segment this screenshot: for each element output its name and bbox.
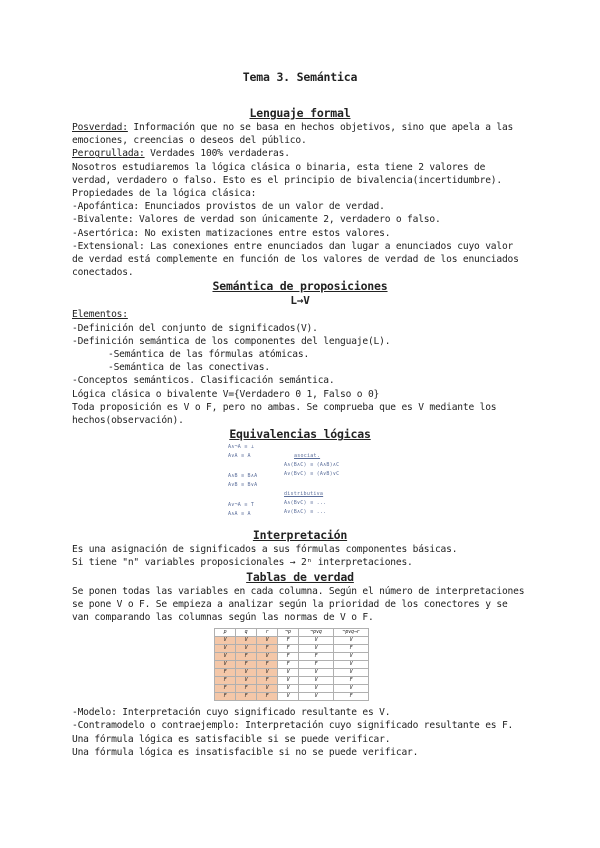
element-subitem-2: -Semántica de las conectivas.	[108, 362, 270, 374]
truth-table-cell: V	[299, 669, 334, 677]
truth-table-cell: V	[236, 669, 257, 677]
truth-table-cell: V	[299, 637, 334, 645]
property-bivalente: -Bivalente: Valores de verdad son únicamente 2, verdadero o falso.	[72, 214, 441, 226]
truth-table-cell: F	[215, 669, 236, 677]
truth-table	[214, 628, 369, 701]
truth-table-cell: V	[278, 693, 299, 701]
truth-tables-paragraph: Se ponen todas las variables en cada columna. Según el número de interpretaciones se pone V o F. Se empieza a analizar según la prioridad de los conectores y se van comparando las columnas según las normas de V o F.	[72, 585, 525, 624]
truth-table-cell: F	[257, 693, 278, 701]
truth-table-cell: V	[215, 645, 236, 653]
posverdad-text: Información que no se basa en hechos objetivos, sino que apela a las emociones, creencias o deseos del público.	[72, 122, 514, 147]
truth-table-cell: V	[236, 677, 257, 685]
figure-line: A∧A ≡ A	[228, 511, 251, 518]
perogrullada-term: Perogrullada:	[72, 148, 145, 160]
truth-table-cell: V	[257, 685, 278, 693]
interpretation-line-1: Es una asignación de significados a sus fórmulas componentes básicas.	[72, 544, 458, 556]
truth-table-cell: F	[257, 645, 278, 653]
truth-table-row	[215, 677, 369, 685]
mapping-subheading: L→V	[290, 294, 310, 308]
truth-table-cell: F	[299, 653, 334, 661]
truth-table-cell: V	[215, 661, 236, 669]
truth-table-cell: F	[236, 661, 257, 669]
property-apofantica: -Apofántica: Enunciados provistos de un valor de verdad.	[72, 201, 385, 213]
figure-line: asociat.	[294, 453, 321, 460]
insatisfacible-definition: Una fórmula lógica es insatisfacible si no se puede verificar.	[72, 746, 419, 758]
truth-table-cell: V	[215, 637, 236, 645]
heading-interpretacion: Interpretación	[252, 528, 348, 543]
truth-table-cell: F	[278, 637, 299, 645]
element-item-3: -Conceptos semánticos. Clasificación semántica.	[72, 375, 335, 387]
figure-line: distributiva	[284, 491, 324, 498]
truth-table-cell: V	[299, 677, 334, 685]
truth-table-cell: V	[299, 685, 334, 693]
truth-table-cell: F	[257, 677, 278, 685]
figure-line: A∨(B∧C) ≡ ...	[284, 509, 327, 516]
truth-table-cell: F	[215, 685, 236, 693]
property-extensional: -Extensional: Las conexiones entre enunciados dan lugar a enunciados cuyo valor de verdad está complemente en función de los valores de verdad de los enunciados conectados.	[72, 240, 519, 279]
truth-table-cell: F	[215, 677, 236, 685]
element-subitem-1: -Semántica de las fórmulas atómicas.	[108, 349, 310, 361]
contramodelo-definition: -Contramodelo o contraejemplo: Interpretación cuyo significado resultante es F.	[72, 720, 514, 732]
truth-table-row	[215, 685, 369, 693]
truth-table-cell: F	[215, 693, 236, 701]
truth-table-cell: V	[278, 677, 299, 685]
truth-table-cell: F	[278, 653, 299, 661]
modelo-definition: -Modelo: Interpretación cuyo significado resultante es V.	[72, 707, 391, 719]
heading-tablas-verdad: Tablas de verdad	[246, 569, 354, 584]
truth-table-header: p	[215, 629, 236, 637]
element-item-2: -Definición semántica de los componentes del lenguaje(L).	[72, 335, 391, 347]
truth-table-header-row	[215, 629, 369, 637]
truth-table-row	[215, 637, 369, 645]
truth-table-cell: F	[236, 685, 257, 693]
truth-table-row	[215, 653, 369, 661]
truth-table-header: r	[257, 629, 278, 637]
proposition-paragraph: Toda proposición es V o F, pero no ambas. Se comprueba que es V mediante los hechos(observación).	[72, 401, 497, 427]
truth-table-cell: F	[334, 677, 369, 685]
figure-line: A∨¬A ≡ T	[228, 502, 255, 509]
truth-table-cell: V	[334, 661, 369, 669]
truth-table-header: ¬p∨q	[299, 629, 334, 637]
truth-table-cell: F	[278, 661, 299, 669]
figure-line: A∨B ≡ B∨A	[228, 482, 258, 489]
element-item-1: -Definición del conjunto de significados(V).	[72, 322, 318, 334]
truth-table-cell: V	[236, 637, 257, 645]
truth-table-cell: F	[299, 661, 334, 669]
truth-table-cell: V	[278, 669, 299, 677]
truth-table-row	[215, 661, 369, 669]
truth-table-cell: V	[278, 685, 299, 693]
truth-table-cell: V	[257, 669, 278, 677]
truth-table-cell: V	[299, 693, 334, 701]
heading-lenguaje-formal: Lenguaje formal	[249, 106, 351, 120]
perogrullada-definition	[72, 147, 528, 160]
truth-table-cell: V	[334, 653, 369, 661]
figure-line: A∧(B∧C) ≡ (A∧B)∧C	[284, 462, 340, 469]
truth-table-cell: V	[334, 685, 369, 693]
elements-title: Elementos:	[72, 309, 128, 321]
figure-line: A∧(B∨C) ≡ ...	[284, 500, 327, 507]
document-page	[72, 70, 528, 759]
heading-equivalencias: Equivalencias lógicas	[229, 427, 371, 442]
figure-line: A∧B ≡ B∧A	[228, 473, 258, 480]
truth-table-cell: F	[236, 693, 257, 701]
truth-table-cell: V	[257, 637, 278, 645]
figure-line: A∨(B∨C) ≡ (A∨B)∨C	[284, 471, 340, 478]
truth-table-cell: V	[257, 653, 278, 661]
bivalent-logic-line: Lógica clásica o bivalente V={Verdadero 0 1, Falso o 0}	[72, 388, 380, 400]
truth-table-cell: V	[236, 645, 257, 653]
truth-table-row	[215, 669, 369, 677]
posverdad-term: Posverdad:	[72, 122, 128, 133]
truth-table-cell: V	[334, 669, 369, 677]
interpretation-line-2: Si tiene "n" variables proposicionales → 2ⁿ interpretaciones.	[72, 557, 413, 569]
truth-table-header: ¬p∨q→r	[334, 629, 369, 637]
truth-table-cell: F	[257, 661, 278, 669]
satisfacible-definition: Una fórmula lógica es satisfacible si se puede verificar.	[72, 733, 391, 745]
truth-table-row	[215, 645, 369, 653]
property-asertorica: -Asertórica: No existen matizaciones entre estos valores.	[72, 227, 391, 239]
truth-table-cell: V	[299, 645, 334, 653]
truth-table-cell: F	[236, 653, 257, 661]
figure-line: A∨A ≡ A	[228, 453, 251, 460]
figure-line: A∧¬A ≡ ⊥	[228, 444, 255, 451]
logic-intro-paragraph: Nosotros estudiaremos la lógica clásica o binaria, esta tiene 2 valores de verdad, verdadero o falso. Esto es el principio de bivalencia(incertidumbre).	[72, 161, 502, 186]
truth-table-header: q	[236, 629, 257, 637]
truth-table-row	[215, 693, 369, 701]
truth-table-cell: F	[334, 693, 369, 701]
perogrullada-text: Verdades 100% verdaderas.	[144, 148, 290, 160]
posverdad-definition	[72, 121, 528, 147]
truth-table-cell: V	[215, 653, 236, 661]
heading-semantica-proposiciones: Semántica de proposiciones	[212, 279, 388, 294]
properties-title: Propiedades de la lógica clásica:	[72, 188, 257, 200]
equivalences-figure	[228, 444, 358, 524]
truth-table-cell: V	[334, 637, 369, 645]
truth-table-cell: F	[278, 645, 299, 653]
truth-table-cell: F	[334, 645, 369, 653]
document-title: Tema 3. Semántica	[242, 70, 358, 84]
truth-table-header: ¬p	[278, 629, 299, 637]
